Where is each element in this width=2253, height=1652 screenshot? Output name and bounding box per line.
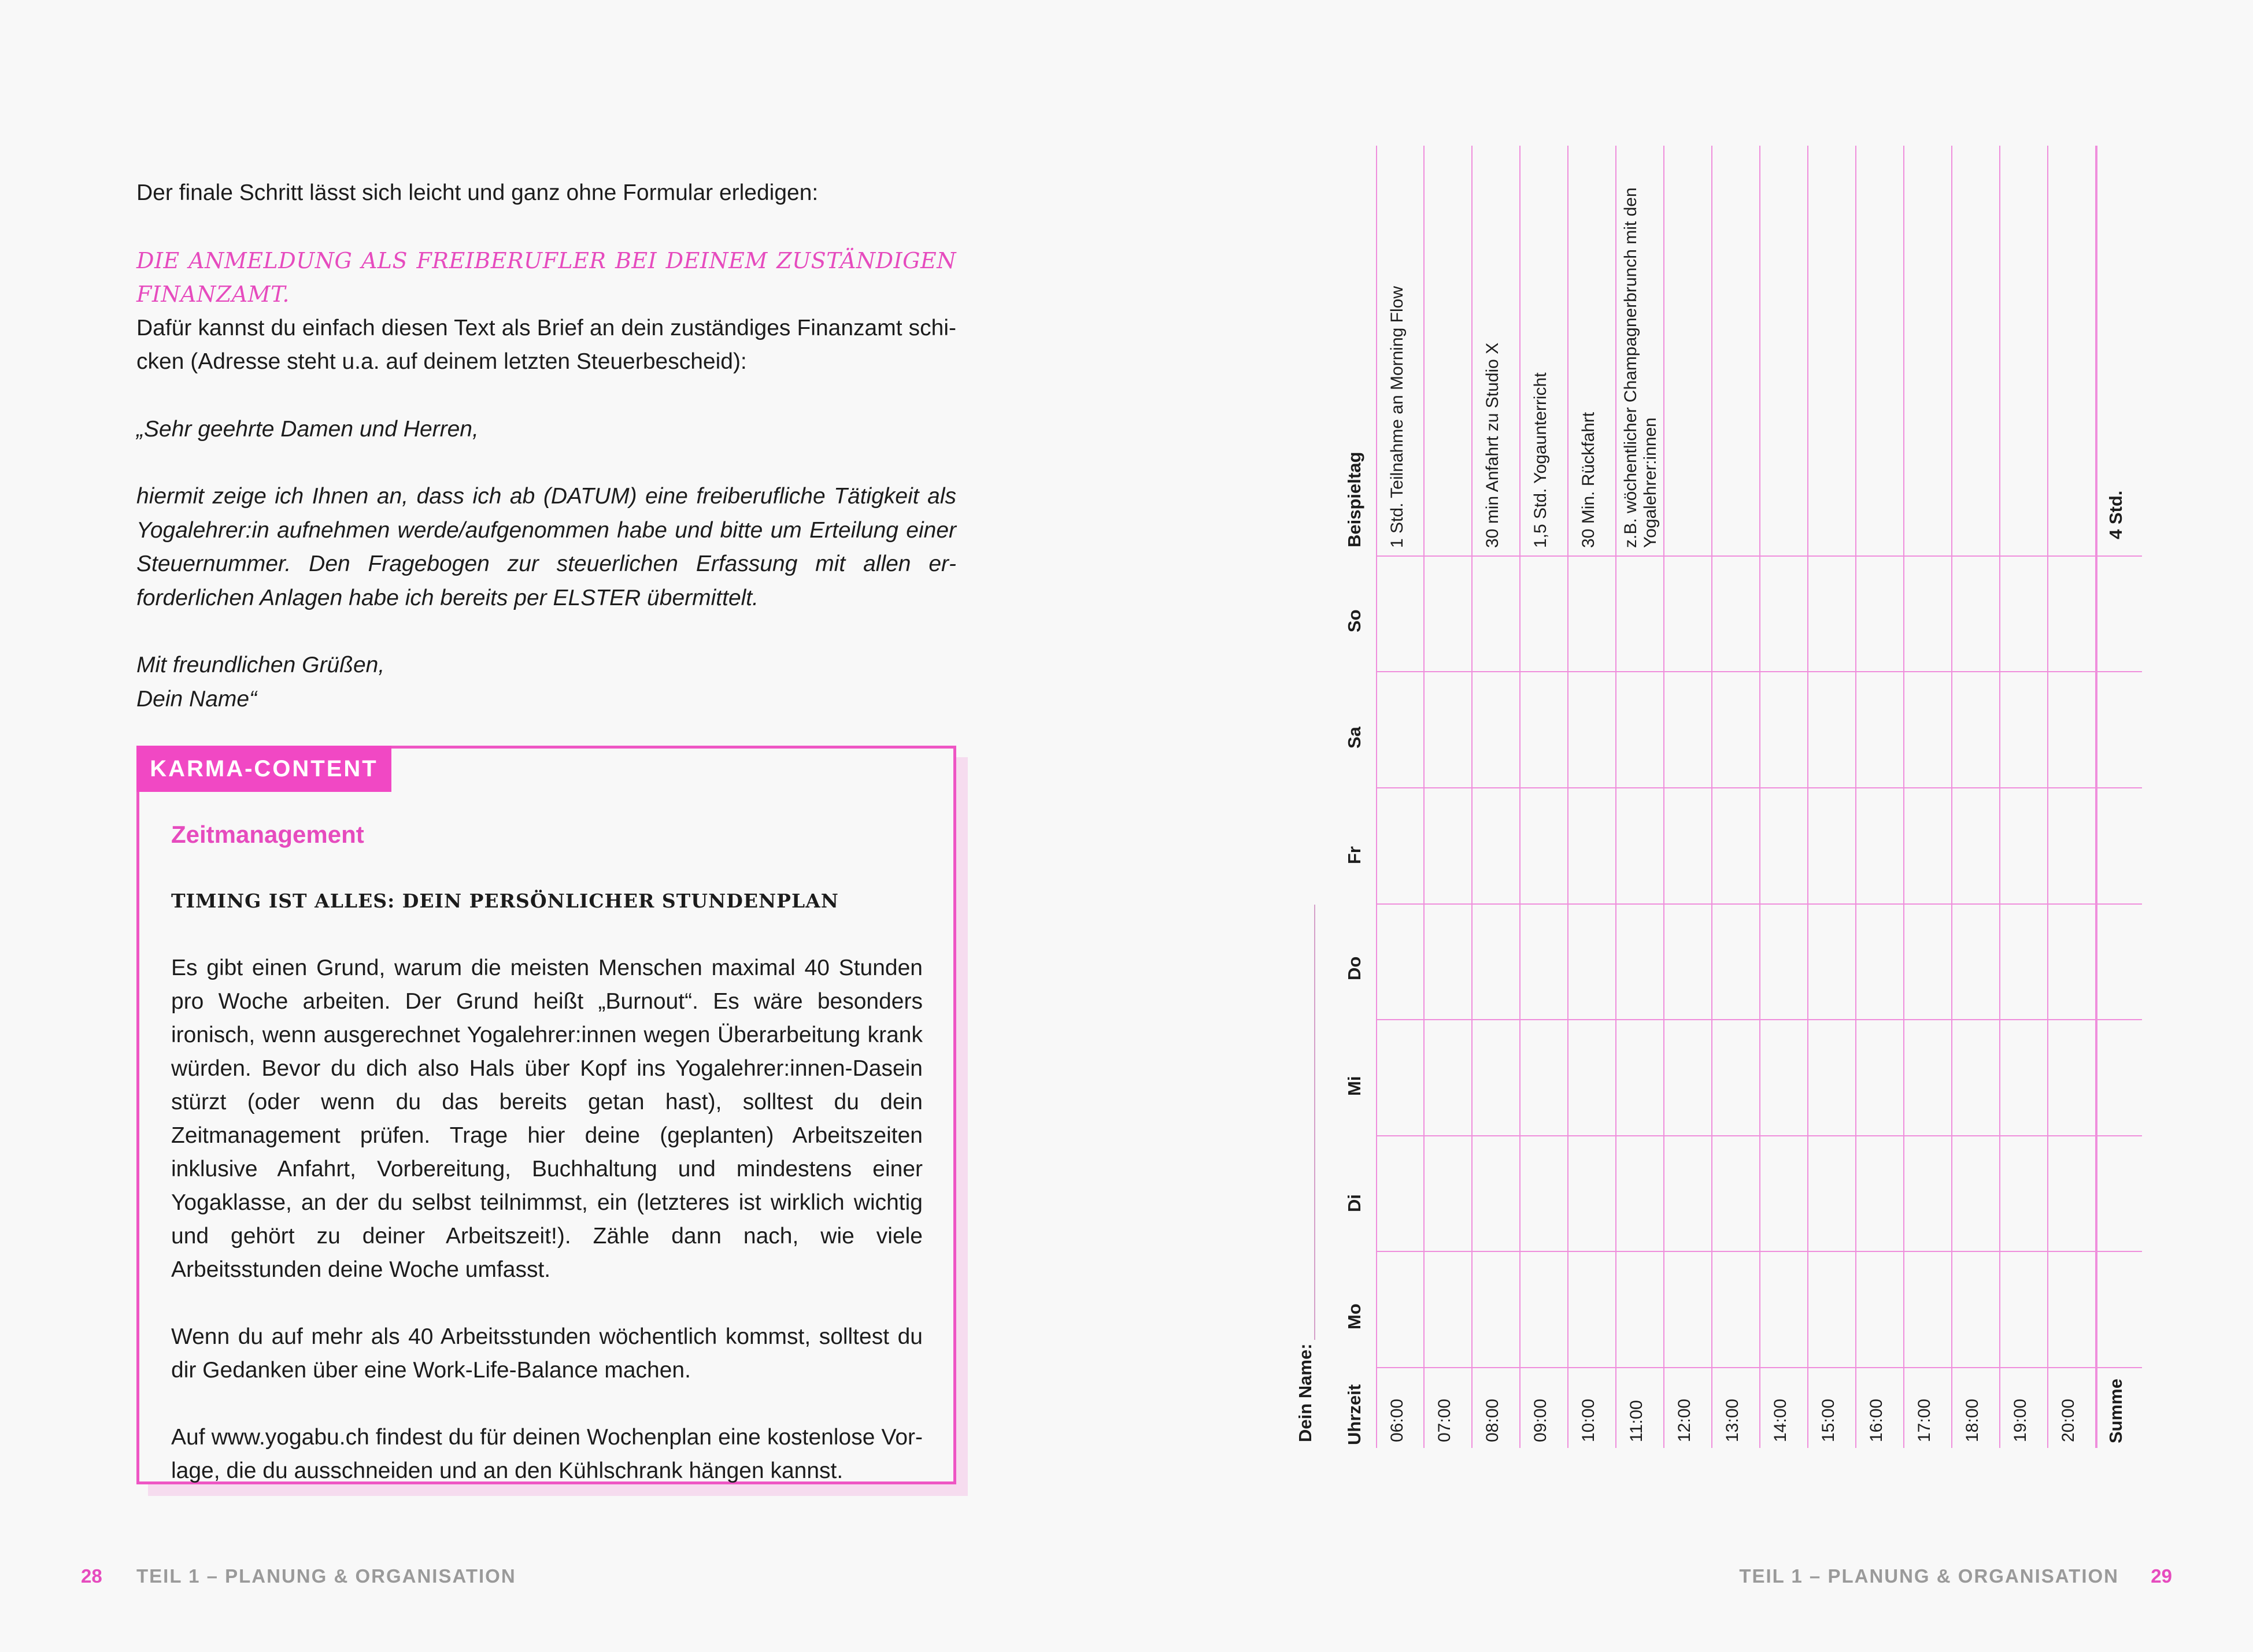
time-slot-label: 18:00 (1963, 1398, 1982, 1442)
footer-section-right: TEIL 1 – PLANUNG & ORGANISATION (1739, 1565, 2119, 1587)
sum-label: Summe (2106, 1379, 2126, 1443)
letter-signature: Dein Name“ (136, 686, 257, 712)
time-slot-label: 17:00 (1915, 1398, 1934, 1442)
time-slot-label: 09:00 (1531, 1398, 1550, 1442)
footer-section-left: TEIL 1 – PLANUNG & ORGANISATION (136, 1565, 516, 1587)
day-label: Di (1344, 1194, 1364, 1212)
karma-subheading: TIMING IST ALLES: DEIN PERSÖNLICHER STUNDENPLAN (171, 890, 839, 912)
karma-heading: Zeitmanagement (171, 821, 364, 848)
example-entry: z.B. wöchentlicher Champagnerbrunch mit den Yogalehrer:innen (1621, 187, 1660, 548)
example-entry: 1 Std. Teilnahme an Morning Flow (1388, 286, 1407, 548)
left-page (0, 0, 1126, 1652)
grid-line-vertical (1951, 146, 1952, 1448)
example-day-header: Beispieltag (1344, 451, 1364, 547)
grid-line-horizontal (1376, 1019, 2142, 1020)
grid-line-vertical (1376, 146, 1377, 1448)
grid-line-vertical (1519, 146, 1521, 1448)
page-number-left: 28 (81, 1565, 102, 1587)
letter-closing: Mit freundlichen Grüßen, (136, 653, 385, 677)
karma-content-box (136, 746, 956, 1484)
letter-salutation: „Sehr geehrte Damen und Herren, (136, 416, 479, 442)
grid-line-vertical (1759, 146, 1760, 1448)
time-slot-label: 14:00 (1771, 1398, 1790, 1442)
time-slot-label: 10:00 (1579, 1398, 1598, 1442)
grid-line-vertical (1855, 146, 1856, 1448)
grid-line-vertical (2047, 146, 2048, 1448)
grid-line-horizontal (1376, 1367, 2142, 1368)
grid-line-vertical (1567, 146, 1568, 1448)
time-slot-label: 19:00 (2011, 1398, 2030, 1442)
time-slot-label: 08:00 (1483, 1398, 1502, 1442)
grid-line-vertical (1615, 146, 1616, 1448)
day-label: Mo (1344, 1303, 1364, 1329)
grid-line-vertical (1711, 146, 1712, 1448)
time-slot-label: 13:00 (1723, 1398, 1742, 1442)
karma-content-tag: KARMA-CONTENT (136, 746, 391, 792)
letter-closing-block (136, 649, 956, 716)
name-label: Dein Name: (1295, 1343, 1315, 1442)
day-label: Mi (1344, 1076, 1364, 1096)
grid-line-vertical (2095, 146, 2097, 1448)
karma-paragraph: Wenn du auf mehr als 40 Arbeitsstunden wöchentlich kommst, solltest du dir Gedanken über eine Work-Life-Balance machen. (171, 1324, 923, 1383)
time-slot-label: 07:00 (1435, 1398, 1454, 1442)
karma-content-body (171, 818, 923, 1521)
time-header: Uhrzeit (1344, 1384, 1364, 1445)
grid-line-horizontal (1376, 1135, 2142, 1136)
time-slot-label: 15:00 (1819, 1398, 1838, 1442)
grid-line-vertical (1471, 146, 1473, 1448)
karma-paragraph: Es gibt einen Grund, warum die meisten Menschen maximal 40 Stunden pro Woche arbeiten. Der Grund heißt „Burnout“. Es wäre besonders ironisch, wenn ausgerechnet Yogalehrer:innen wegen Überarbeitung krank würden. Bevor du dich also Hals über Kopf ins Yogalehrer:innen-Dasein stürzt (oder wenn du das bereits getan hast), solltest du dein Zeitmanagement prüfen. Trage hier deine (geplanten) Arbeitszeiten inklusive Anfahrt, Vorbereitung, Buchhaltung und mindestens einer Yogaklasse, an der du selbst teilnimmst, ein (letzteres ist wirklich wichtig und gehört zu deiner Arbeitszeit!). Zähle dann nach, wie viele Arbeitsstunden deine Woche umfasst. (171, 955, 923, 1282)
example-entry: 30 min Anfahrt zu Studio X (1483, 342, 1502, 548)
body-text (136, 176, 956, 750)
time-slot-label: 11:00 (1627, 1400, 1646, 1442)
page-number-right: 29 (2151, 1565, 2172, 1587)
day-label: Sa (1344, 727, 1364, 749)
grid-line-horizontal (1376, 555, 2142, 557)
day-label: So (1344, 609, 1364, 632)
grid-line-horizontal (1376, 787, 2142, 788)
sum-example-value: 4 Std. (2106, 490, 2126, 539)
grid-line-horizontal (1376, 671, 2142, 672)
day-label: Do (1344, 956, 1364, 980)
name-write-line (1314, 905, 1315, 1340)
example-entry: 30 Min. Rückfahrt (1579, 412, 1598, 548)
time-slot-label: 06:00 (1388, 1398, 1407, 1442)
intro-text: Der finale Schritt lässt sich leicht und ganz ohne Formular erledigen: (136, 180, 819, 205)
grid-line-horizontal (1376, 903, 2142, 905)
instruction-block (136, 244, 956, 379)
instruction-text: Dafür kannst du einfach diesen Text als Brief an dein zuständiges Finanzamt schicken (Adresse steht u.a. auf deinem letzten Steuerbescheid): (136, 315, 956, 374)
example-entry: 1,5 Std. Yogaunterricht (1531, 372, 1550, 548)
day-label: Fr (1344, 846, 1364, 864)
time-slot-label: 20:00 (2059, 1398, 2078, 1442)
letter-body: hiermit zeige ich Ihnen an, dass ich ab (DATUM) eine freiberufliche Tätigkeit als Yogalehrer:in aufnehmen werde/aufgenommen habe und bitte um Erteilung einer Steuernummer. Den Fragebogen zur steuerlichen Erfassung mit allen erforderlichen Anlagen habe ich bereits per ELSTER übermittelt. (136, 484, 956, 610)
grid-line-vertical (1903, 146, 1904, 1448)
time-slot-label: 12:00 (1675, 1398, 1694, 1442)
karma-paragraph: Auf www.yogabu.ch findest du für deinen Wochenplan eine kostenlose Vorlage, die du ausschneiden und an den Kühlschrank hängen kannst. (171, 1425, 923, 1483)
grid-line-vertical (1663, 146, 1664, 1448)
grid-line-vertical (1999, 146, 2000, 1448)
grid-line-vertical (1807, 146, 1808, 1448)
time-slot-label: 16:00 (1867, 1398, 1886, 1442)
grid-line-horizontal (1376, 1251, 2142, 1252)
finanzamt-heading: DIE ANMELDUNG ALS FREIBERUFLER BEI DEINEM ZUSTÄNDIGEN FINANZAMT. (136, 247, 956, 307)
grid-line-vertical (1423, 146, 1425, 1448)
